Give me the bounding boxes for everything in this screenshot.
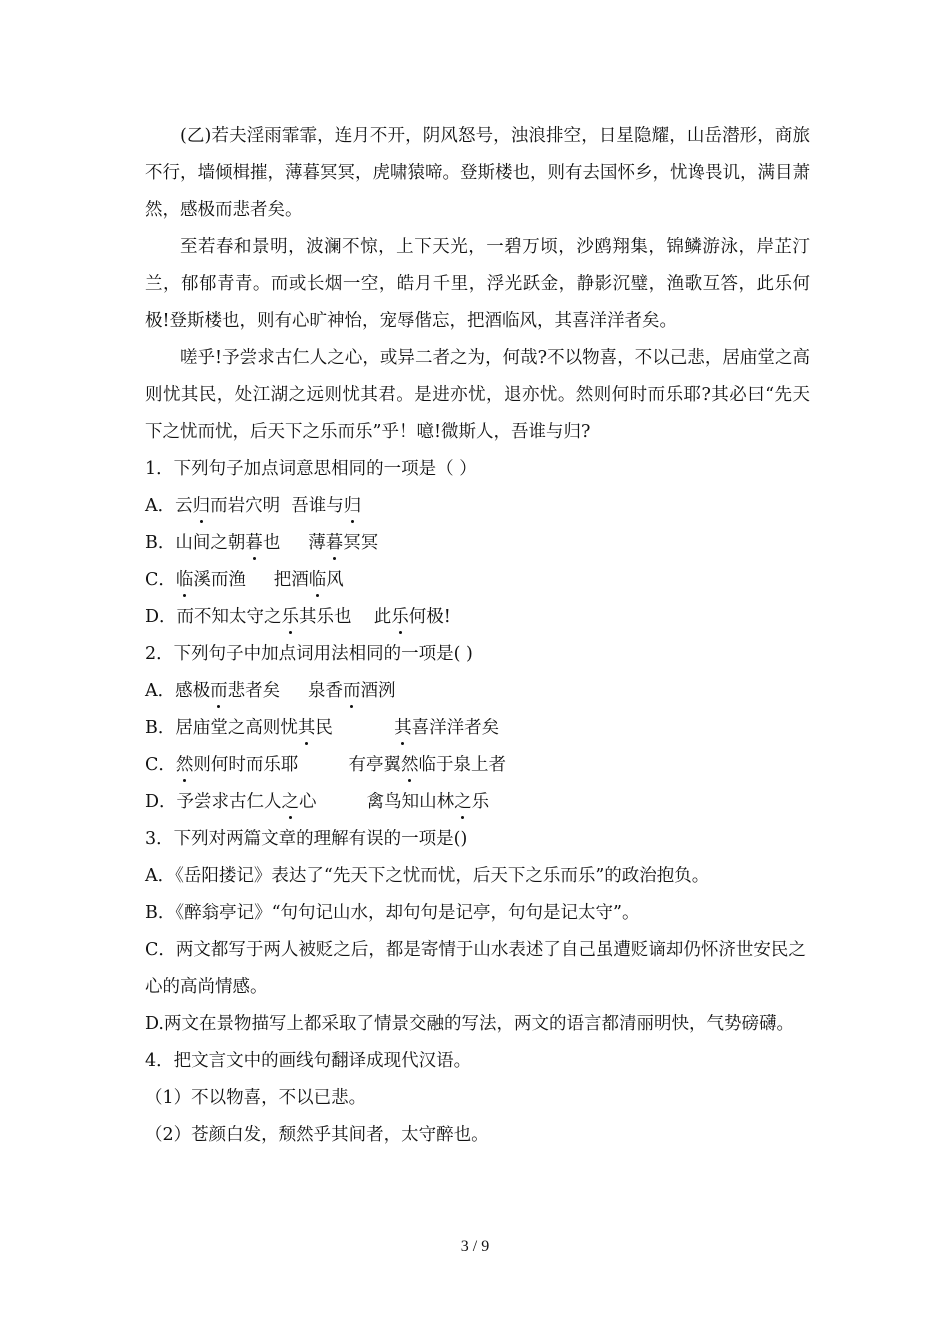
- dotted-word: 暮: [245, 525, 263, 562]
- dotted-word: 而: [210, 673, 228, 710]
- page-content: [145, 118, 810, 1154]
- page-number: 3 / 9: [460, 1238, 490, 1255]
- dotted-word: 其: [298, 710, 316, 747]
- passage-paragraph-3: 嗟乎!予尝求古仁人之心，或异二者之为，何哉?不以物喜，不以己悲，居庙堂之高则忧其民，处江湖之远则忧其君。是进亦忧，退亦忧。然则何时而乐耶?其必曰“先天下之忧而忧，后天下之乐而乐”乎！噫!微斯人，吾谁与归?: [145, 348, 810, 442]
- question-2-option-a: A．感极而悲者矣 泉香而酒洌: [145, 673, 810, 710]
- dotted-word: 归: [344, 488, 362, 525]
- question-4-sentence-1: （1）不以物喜，不以已悲。: [145, 1088, 367, 1108]
- question-3-option-a: A．《岳阳搂记》表达了“先天下之忧而忧，后天下之乐而乐”的政治抱负。: [145, 866, 710, 886]
- question-2-stem: 2．下列句子中加点词用法相同的一项是( ): [145, 644, 473, 664]
- question-1-option-a: A．云归而岩穴明 吾谁与归: [145, 488, 810, 525]
- dotted-word: 其: [394, 710, 412, 747]
- dotted-word: 乐: [391, 599, 409, 636]
- question-3-stem: 3．下列对两篇文章的理解有误的一项是(): [145, 829, 468, 849]
- question-2-option-d: D．予尝求古仁人之心 禽鸟知山林之乐: [145, 784, 810, 821]
- question-3-option-c: C．两文都写于两人被贬之后，都是寄情于山水表述了自己虽遭贬谪却仍怀济世安民之心的高尚情感。: [145, 940, 806, 997]
- question-3-option-d: D.两文在景物描写上都采取了情景交融的写法，两文的语言都清丽明快，气势磅礴。: [145, 1014, 794, 1034]
- question-2-option-b: B．居庙堂之高则忧其民 其喜洋洋者矣: [145, 710, 810, 747]
- question-4-stem: 4．把文言文中的画线句翻译成现代汉语。: [145, 1051, 472, 1071]
- question-1-stem: 1．下列句子加点词意思相同的一项是（ ）: [145, 459, 477, 479]
- dotted-word: 乐: [282, 599, 300, 636]
- dotted-word: 而: [343, 673, 361, 710]
- question-1-option-c: C．临溪而渔 把酒临风: [145, 562, 810, 599]
- question-1-option-d: D．而不知太守之乐其乐也 此乐何极!: [145, 599, 810, 636]
- question-4-sentence-2: （2）苍颜白发，颓然乎其间者，太守醉也。: [145, 1125, 489, 1145]
- question-3-option-b: B．《醉翁亭记》“句句记山水，却句句是记亭，句句是记太守”。: [145, 903, 640, 923]
- dotted-word: 之: [282, 784, 300, 821]
- dotted-word: 然: [176, 747, 194, 784]
- dotted-word: 暮: [326, 525, 344, 562]
- dotted-word: 临: [176, 562, 194, 599]
- dotted-word: 临: [309, 562, 327, 599]
- passage-paragraph-1: (乙)若夫淫雨霏霏，连月不开，阴风怒号，浊浪排空，日星隐耀，山岳潜形，商旅不行，墙倾楫摧，薄暮冥冥，虎啸猿啼。登斯楼也，则有去国怀乡，忧谗畏讥，满目萧然，感极而悲者矣。: [145, 126, 810, 220]
- question-2-option-c: C．然则何时而乐耶 有亭翼然临于泉上者: [145, 747, 810, 784]
- dotted-word: 之: [454, 784, 472, 821]
- passage-paragraph-2: 至若春和景明，波澜不惊，上下天光，一碧万顷，沙鸥翔集，锦鳞游泳，岸芷汀兰，郁郁青青。而或长烟一空，皓月千里，浮光跃金，静影沉璧，渔歌互答，此乐何极!登斯楼也，则有心旷神怡，宠辱偕忘，把酒临风，其喜洋洋者矣。: [145, 237, 810, 331]
- dotted-word: 归: [193, 488, 211, 525]
- dotted-word: 然: [401, 747, 419, 784]
- question-1-option-b: B．山间之朝暮也 薄暮冥冥: [145, 525, 810, 562]
